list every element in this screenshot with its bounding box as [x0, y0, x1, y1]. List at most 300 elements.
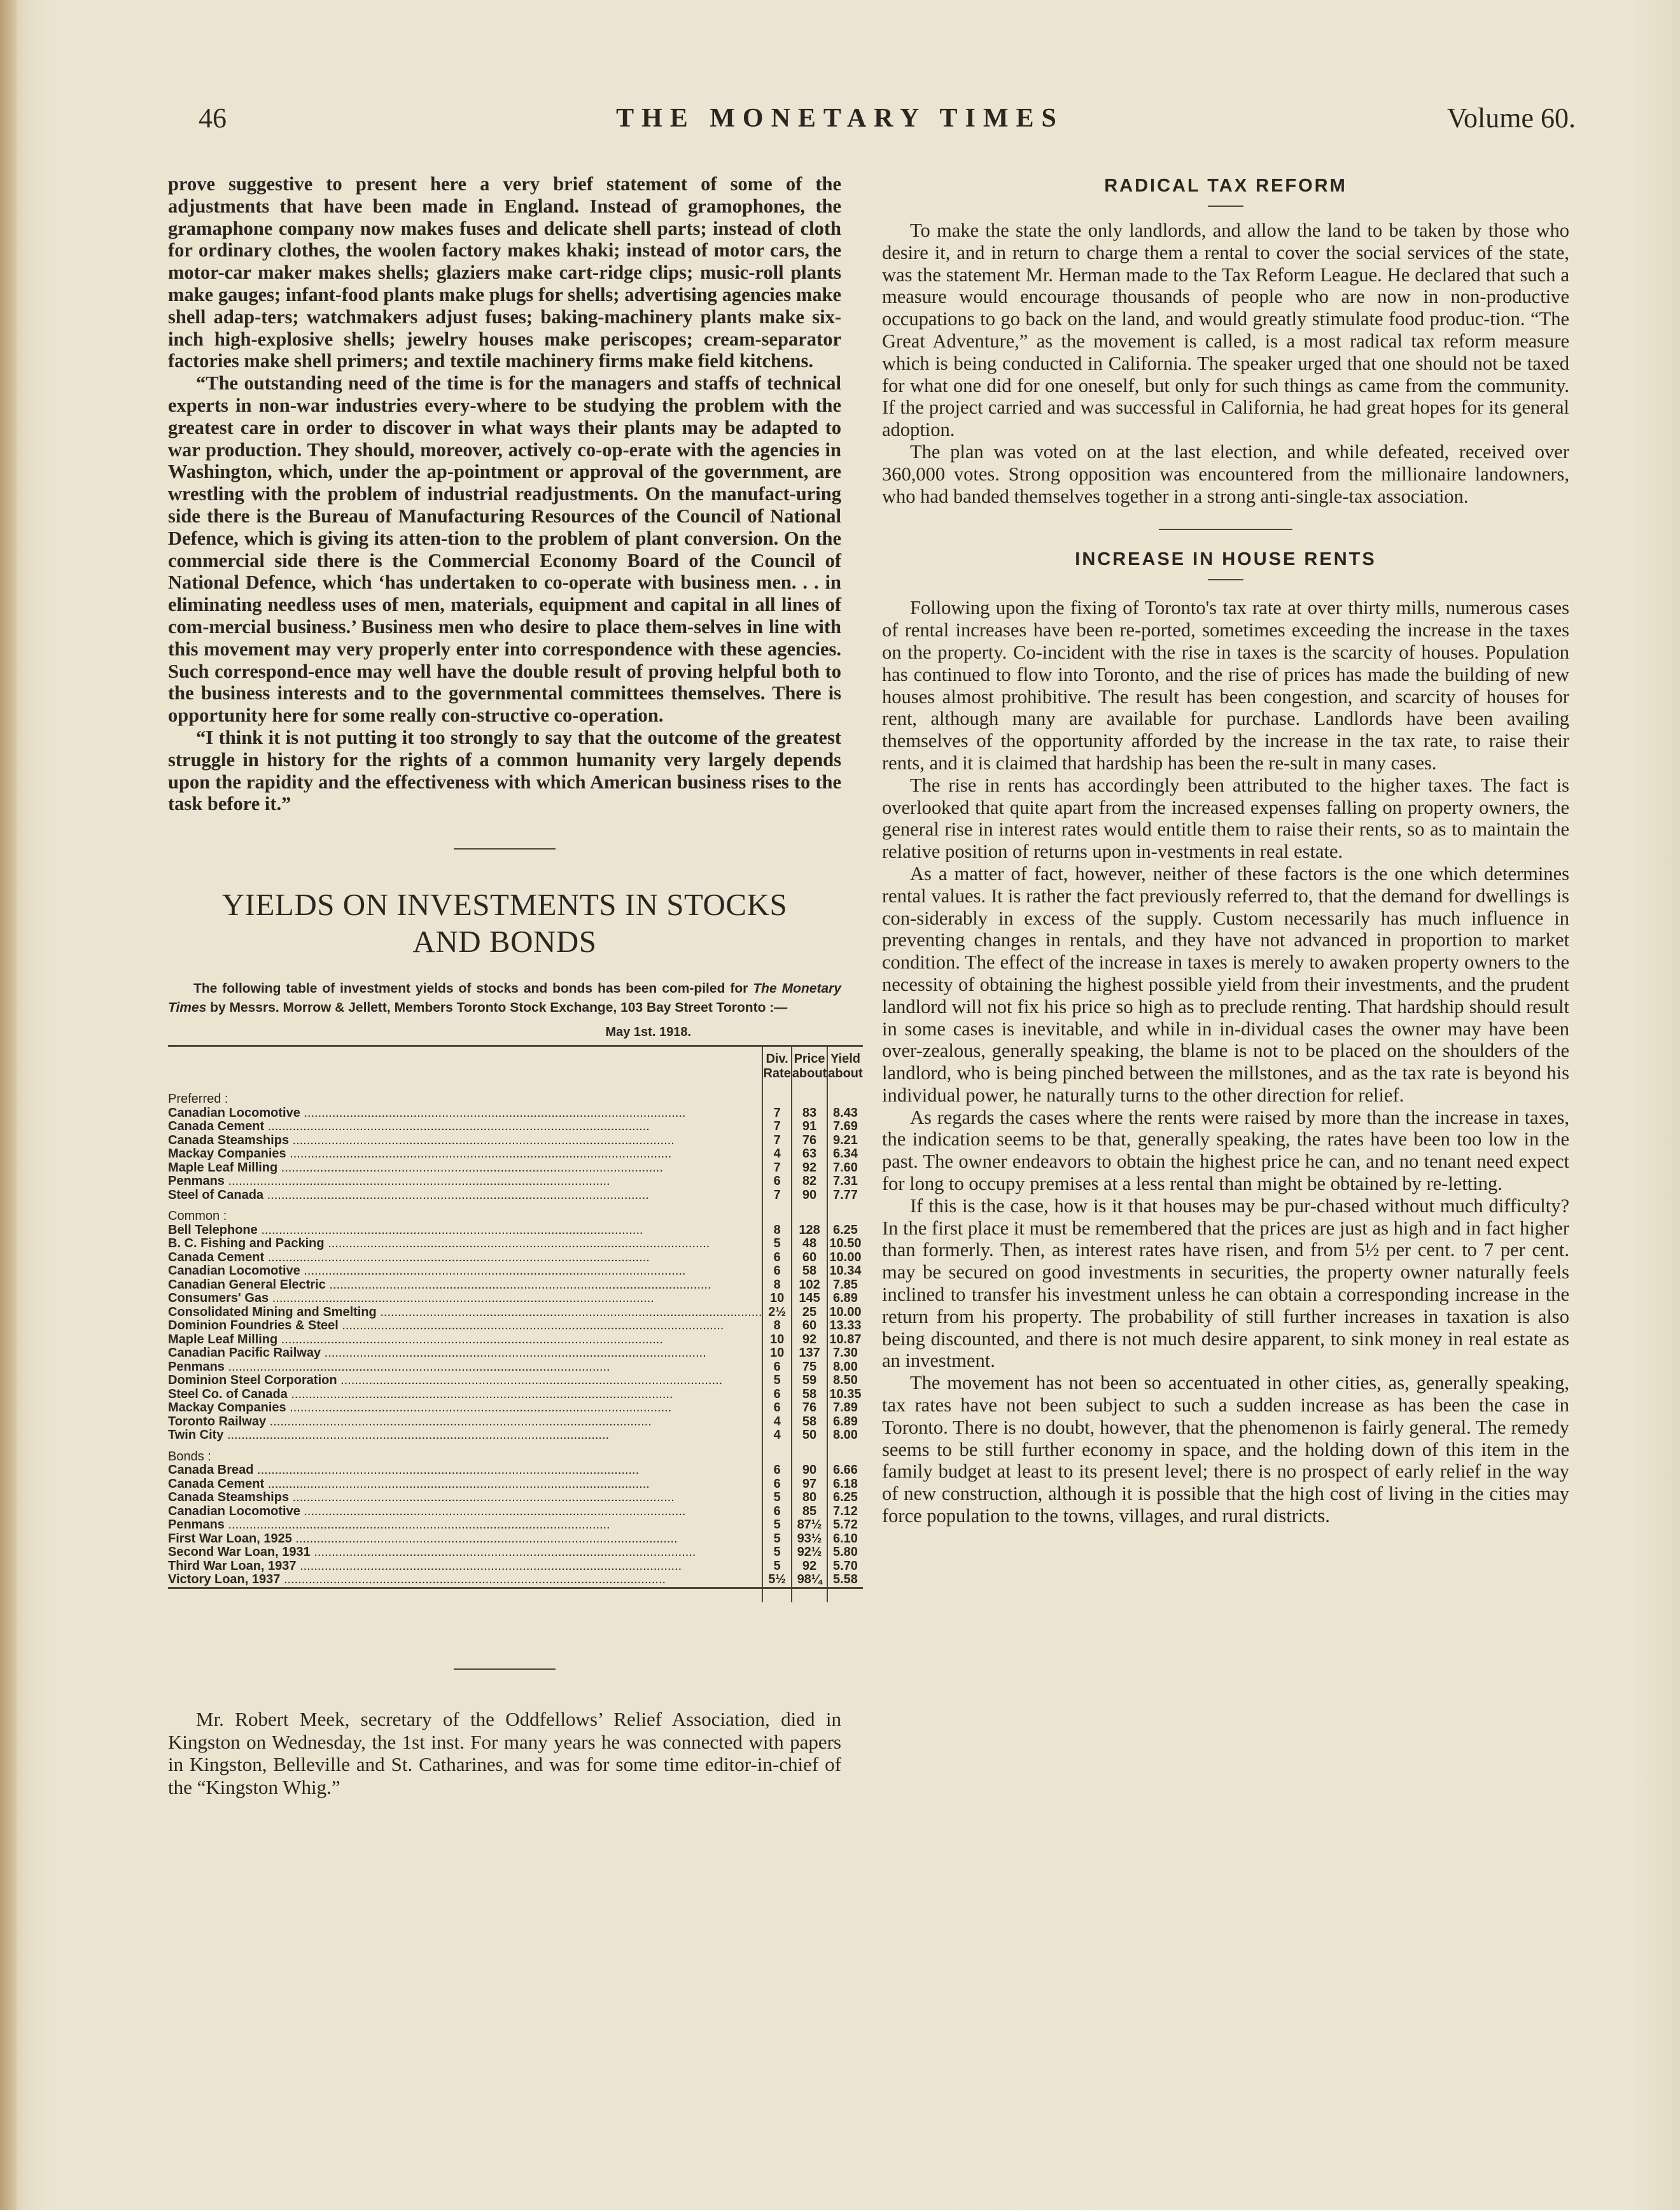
div-rate-cell-text: 7 [773, 1160, 781, 1175]
volume-label: Volume 60. [1446, 102, 1576, 134]
price-cell-text: 85 [802, 1504, 817, 1518]
table-row [168, 1505, 863, 1519]
tax-reform-paragraph: The plan was voted on at the last election, and while defeated, received over 360,000 votes. Strong opposition was encountered from the millionaire landowners, who had banded themselves together in a strong anti-single-tax association. [882, 440, 1569, 507]
yield-cell-text: 6.10 [833, 1531, 858, 1546]
div-rate-cell [762, 1306, 791, 1320]
table-row [168, 1134, 863, 1148]
price-cell-text: 128 [799, 1222, 820, 1237]
yield-cell [827, 1264, 862, 1278]
price-cell-text: 98¼ [797, 1572, 822, 1587]
table-row [168, 1264, 863, 1278]
table-row [168, 1573, 863, 1588]
div-rate-cell [762, 1532, 791, 1546]
table-empty-cell [792, 1085, 827, 1107]
price-cell [792, 1429, 827, 1443]
security-name-text: Canada Steamships ..... [168, 1491, 675, 1504]
div-rate-cell [762, 1147, 791, 1161]
yield-cell-text: 10.34 [829, 1264, 862, 1278]
price-cell [792, 1175, 827, 1189]
table-group-label: Common : [168, 1209, 227, 1224]
price-cell [792, 1546, 827, 1560]
div-rate-cell-text: 5 [773, 1545, 781, 1560]
yield-cell [827, 1237, 862, 1251]
yield-cell [827, 1251, 862, 1265]
div-rate-cell [762, 1360, 791, 1374]
house-rents-paragraph: As regards the cases where the rents were raised by more than the increase in taxes, the indication seems to be that, generally speaking, the rates have been too low in the past. The owner endeavors to obtain the highest price he can, and no tenant need expect for long to occupy premises at a less rental than might be obtained by re-letting. [882, 1106, 1569, 1195]
table-group-label: Preferred : [168, 1092, 228, 1107]
yield-cell-text: 6.89 [833, 1291, 858, 1306]
security-name-text: Consumers' Gas ..... [168, 1292, 654, 1305]
security-name [168, 1120, 762, 1134]
house-rents-heading: INCREASE IN HOUSE RENTS [1075, 549, 1376, 570]
yield-cell [827, 1134, 862, 1148]
yield-cell [827, 1505, 862, 1519]
price-cell [792, 1189, 827, 1203]
yield-cell [827, 1388, 862, 1402]
yield-cell-text: 7.77 [833, 1187, 858, 1202]
security-name [168, 1319, 762, 1333]
price-cell-text: 87½ [797, 1518, 822, 1532]
yield-cell-text: 8.00 [833, 1428, 858, 1443]
price-cell [792, 1224, 827, 1238]
price-cell-text: 58 [802, 1264, 817, 1278]
yield-cell-text: 5.58 [833, 1572, 858, 1587]
table-row [168, 1429, 863, 1443]
price-cell-text: 76 [802, 1401, 817, 1415]
yield-cell [827, 1573, 862, 1588]
security-name-text: Dominion Foundries & Steel ..... [168, 1319, 724, 1332]
yield-cell-text: 6.34 [833, 1147, 858, 1161]
security-name [168, 1429, 762, 1443]
price-cell-text: 50 [802, 1428, 817, 1443]
div-rate-cell-text: 6 [773, 1504, 781, 1518]
security-name-text: Maple Leaf Milling ..... [168, 1161, 663, 1175]
price-cell-text: 83 [802, 1105, 817, 1120]
div-rate-cell-text: 4 [773, 1414, 781, 1429]
yield-cell-text: 8.00 [833, 1359, 858, 1374]
security-name-text: B. C. Fishing and Packing ..... [168, 1237, 710, 1250]
div-rate-cell-text: 8 [773, 1318, 781, 1333]
price-cell [792, 1346, 827, 1360]
security-name [168, 1306, 762, 1320]
house-rents-paragraph: If this is the case, how is it that houses may be pur-chased without much difficulty? In the first place it must be remembered that the prices are just as high and in fact higher than formerly. Then, as interest rates have risen, and from 5½ per cent. to 7 per cent. may be secured on good investments in securities, the property owner naturally feels inclined to transfer his investment unless he can obtain a corresponding increase in the return from his property. The probability of still further increases in taxation is also being discounted, and there is not much desire apparent, to sink money in real estate as an investment. [882, 1194, 1569, 1372]
price-cell-text: 76 [802, 1133, 817, 1147]
security-name-text: Second War Loan, 1931 ..... [168, 1546, 696, 1559]
security-name [168, 1401, 762, 1415]
table-row [168, 1161, 863, 1175]
table-empty-cell [762, 1202, 791, 1224]
yield-cell [827, 1346, 862, 1360]
price-cell [792, 1251, 827, 1265]
yields-intro [168, 979, 841, 1018]
security-name [168, 1346, 762, 1360]
yield-cell [827, 1175, 862, 1189]
security-name [168, 1505, 762, 1519]
security-name-text: Twin City ..... [168, 1429, 609, 1442]
table-row [168, 1560, 863, 1574]
security-name-text: Bell Telephone ..... [168, 1224, 643, 1237]
table-blank-cell [762, 1588, 791, 1602]
yield-cell [827, 1532, 862, 1546]
house-rents-paragraph: The rise in rents has accordingly been attributed to the higher taxes. The fact is overlooked that quite apart from the increased expenses falling on property owners, the general rise in interest rates would entitle them to raise their rents, so as to maintain the relative position of returns upon in-vestments in real estate. [882, 774, 1569, 863]
div-rate-cell [762, 1429, 791, 1443]
yields-title [168, 886, 841, 960]
div-rate-cell-text: 6 [773, 1463, 781, 1478]
yields-title-line2: AND BONDS [412, 924, 597, 960]
yield-cell-text: 10.00 [829, 1250, 862, 1264]
price-cell-text: 60 [802, 1250, 817, 1264]
price-cell [792, 1161, 827, 1175]
yield-cell [827, 1401, 862, 1415]
yields-data-table [168, 1045, 863, 1602]
price-cell [792, 1464, 827, 1478]
price-cell-text: 91 [802, 1119, 817, 1134]
yield-cell [827, 1374, 862, 1388]
div-rate-cell-text: 6 [773, 1359, 781, 1374]
table-group-label: Bonds : [168, 1449, 211, 1464]
div-rate-cell [762, 1264, 791, 1278]
div-rate-cell-text: 10 [770, 1346, 785, 1360]
div-rate-cell-text: 7 [773, 1119, 781, 1134]
div-rate-cell [762, 1175, 791, 1189]
div-rate-cell-text: 5 [773, 1236, 781, 1251]
security-name-text: Canada Steamships ..... [168, 1134, 675, 1147]
div-rate-cell-text: 5½ [768, 1572, 787, 1587]
yield-cell [827, 1107, 862, 1121]
security-name [168, 1360, 762, 1374]
table-row [168, 1278, 863, 1292]
price-cell [792, 1505, 827, 1519]
price-cell-text: 102 [799, 1277, 820, 1292]
price-cell [792, 1306, 827, 1320]
security-name [168, 1292, 762, 1306]
yield-cell [827, 1478, 862, 1492]
div-rate-cell [762, 1224, 791, 1238]
price-cell-text: 60 [802, 1318, 817, 1333]
security-name-text: Dominion Steel Corporation ..... [168, 1374, 722, 1387]
div-rate-cell [762, 1346, 791, 1360]
yield-cell-text: 10.00 [829, 1304, 862, 1319]
security-name [168, 1134, 762, 1148]
running-title: THE MONETARY TIMES [616, 104, 1064, 133]
price-cell-text: 58 [802, 1387, 817, 1401]
header-price: Price about [792, 1046, 827, 1086]
section-divider [454, 848, 556, 850]
security-name [168, 1546, 762, 1560]
yield-cell [827, 1333, 862, 1347]
page-number: 46 [199, 102, 227, 134]
security-name-text: First War Loan, 1925 ..... [168, 1532, 678, 1546]
yield-cell-text: 6.25 [833, 1490, 858, 1505]
div-rate-cell-text: 8 [773, 1277, 781, 1292]
yield-cell [827, 1147, 862, 1161]
price-cell [792, 1319, 827, 1333]
right-column [882, 173, 1569, 1527]
table-empty-cell [792, 1443, 827, 1464]
div-rate-cell [762, 1237, 791, 1251]
price-cell-text: 92 [802, 1332, 817, 1346]
price-cell-text: 58 [802, 1414, 817, 1429]
price-cell [792, 1573, 827, 1588]
yield-cell-text: 7.69 [833, 1119, 858, 1134]
security-name [168, 1532, 762, 1546]
div-rate-cell-text: 5 [773, 1373, 781, 1388]
security-name-text: Victory Loan, 1937 ..... [168, 1573, 666, 1586]
house-rents-paragraph: Following upon the fixing of Toronto's tax rate at over thirty mills, numerous cases of rental increases have been re-ported, sometimes exceeding the increase in the taxes on the property. Co-incident with the rise in taxes is the scarcity of houses. Population has continued to flow into Toronto, and the rise of prices has made the building of new houses almost prohibitive. The result has been congestion, and scarcity of houses for rent, although many are available for purchase. Landlords have been availing themselves of the opportunity afforded by the increase in the tax rate, to raise their rents, and it is claimed that hardship has been the re-sult in many cases. [882, 597, 1569, 774]
security-name-text: Canadian Locomotive ..... [168, 1107, 686, 1120]
security-name [168, 1415, 762, 1429]
price-cell-text: 48 [802, 1236, 817, 1251]
security-name [168, 1333, 762, 1347]
yields-title-line1: YIELDS ON INVESTMENTS IN STOCKS [221, 887, 788, 923]
house-rents-paragraph: As a matter of fact, however, neither of these factors is the one which determines rental values. It is rather the fact previously referred to, that the demand for dwellings is con-siderably in excess of the supply. Custom necessarily has much influence in preventing changes in rentals, and they have not advanced in proportion to market condition. The effect of the increase in taxes is merely to awaken property owners to the necessity of obtaining the highest possible yield from their investments, and the prudent landlord will not fix his price so high as to preclude renting. That hardship should result in some cases is inevitable, and while in in-dividual cases the owner may have been over-zealous, generally speaking, the blame is not to be placed on the shoulders of the landlord, who is being pinched between the millstones, and as the tax rate is beyond his individual power, he naturally turns to the other direction for relief. [882, 862, 1569, 1106]
yield-cell-text: 6.66 [833, 1463, 858, 1478]
security-name-text: Canadian Locomotive ..... [168, 1264, 686, 1278]
yield-cell-text: 5.70 [833, 1558, 858, 1573]
yield-cell-text: 10.50 [829, 1236, 862, 1251]
price-cell-text: 92 [802, 1160, 817, 1175]
radical-tax-reform-heading: RADICAL TAX REFORM [1104, 176, 1347, 196]
yield-cell-text: 8.43 [833, 1105, 858, 1120]
table-row [168, 1415, 863, 1429]
div-rate-cell [762, 1573, 791, 1588]
table-row [168, 1478, 863, 1492]
table-row [168, 1491, 863, 1505]
security-name [168, 1264, 762, 1278]
div-rate-cell [762, 1518, 791, 1532]
security-name-text: Consolidated Mining and Smelting ..... [168, 1306, 762, 1319]
table-row [168, 1464, 863, 1478]
yield-cell-text: 6.89 [833, 1414, 858, 1429]
div-rate-cell-text: 10 [770, 1291, 785, 1306]
table-date: May 1st. 1918. [605, 1025, 691, 1040]
yield-cell-text: 6.25 [833, 1222, 858, 1237]
div-rate-cell [762, 1401, 791, 1415]
yield-cell [827, 1120, 862, 1134]
left-column [168, 173, 863, 1798]
tax-reform-paragraph: To make the state the only landlords, and allow the land to be taken by those who desire it, and in return to charge them a rental to cover the social services of the state, was the statement Mr. Herman made to the Tax Reform League. He declared that such a measure would encourage thousands of people who are now in non-productive occupations to go back on the land, and would greatly stimulate food produc-tion. “The Great Adventure,” as the movement is called, is a most radical tax reform measure which is being conducted in California. The speaker urged that one should not be taxed for what one did for one oneself, but only for such things as came from the community. If the project carried and was successful in California, he had great hopes for its general adoption. [882, 220, 1569, 441]
div-rate-cell [762, 1107, 791, 1121]
yield-cell-text: 7.31 [833, 1174, 858, 1189]
div-rate-cell [762, 1319, 791, 1333]
table-row [168, 1237, 863, 1251]
div-rate-cell [762, 1478, 791, 1492]
table-row [168, 1546, 863, 1560]
yield-cell [827, 1415, 862, 1429]
price-cell [792, 1560, 827, 1574]
yield-cell-text: 13.33 [829, 1318, 862, 1333]
header-div-rate: Div. Rate [762, 1046, 791, 1086]
div-rate-cell [762, 1278, 791, 1292]
div-rate-cell [762, 1374, 791, 1388]
div-rate-cell [762, 1134, 791, 1148]
table-row [168, 1532, 863, 1546]
div-rate-cell-text: 7 [773, 1133, 781, 1147]
price-cell [792, 1415, 827, 1429]
yield-cell [827, 1224, 862, 1238]
price-cell-text: 90 [802, 1187, 817, 1202]
security-name [168, 1224, 762, 1238]
price-cell-text: 75 [802, 1359, 817, 1374]
security-name [168, 1251, 762, 1265]
div-rate-cell [762, 1333, 791, 1347]
table-empty-cell [827, 1202, 862, 1224]
security-name-text: Steel of Canada ..... [168, 1189, 649, 1202]
price-cell-text: 145 [799, 1291, 820, 1306]
security-name-text: Canada Cement ..... [168, 1251, 650, 1264]
yield-cell [827, 1518, 862, 1532]
price-cell [792, 1401, 827, 1415]
yield-cell-text: 10.35 [829, 1387, 862, 1401]
price-cell [792, 1518, 827, 1532]
security-name-text: Canada Cement ..... [168, 1120, 650, 1133]
yield-cell [827, 1278, 862, 1292]
div-rate-cell-text: 8 [773, 1222, 781, 1237]
price-cell [792, 1333, 827, 1347]
yield-cell-text: 10.87 [829, 1332, 862, 1346]
yield-cell-text: 5.72 [833, 1518, 858, 1532]
price-cell [792, 1107, 827, 1121]
div-rate-cell [762, 1161, 791, 1175]
price-cell-text: 97 [802, 1476, 817, 1491]
table-row [168, 1175, 863, 1189]
yield-cell [827, 1161, 862, 1175]
yield-cell [827, 1546, 862, 1560]
price-cell [792, 1491, 827, 1505]
article-continuation-paragraph: prove suggestive to present here a very brief statement of some of the adjustments that have been made in England. Instead of gramophones, the gramaphone company now makes fuses and delicate shell parts; instead of cloth for ordinary clothes, the woolen factory makes khaki; instead of motor cars, the motor-car maker makes shells; glaziers make cart-ridge clips; music-roll plants make gauges; infant-food plants make plugs for shells; advertising agencies make shell adap-ters; watchmakers adjust fuses; baking-machinery plants make six-inch high-explosive shells; jewelry houses make periscopes; cream-separator factories make shell primers; and textile machinery firms make field kitchens. [168, 173, 841, 372]
yield-cell-text: 8.50 [833, 1373, 858, 1388]
div-rate-cell-text: 6 [773, 1387, 781, 1401]
table-empty-cell [827, 1085, 862, 1107]
yield-cell-text: 7.60 [833, 1160, 858, 1175]
price-cell [792, 1532, 827, 1546]
price-cell [792, 1388, 827, 1402]
table-group-row [168, 1443, 863, 1464]
price-cell [792, 1134, 827, 1148]
div-rate-cell-text: 5 [773, 1518, 781, 1532]
div-rate-cell-text: 2½ [768, 1304, 787, 1319]
div-rate-cell [762, 1189, 791, 1203]
security-name-text: Maple Leaf Milling ..... [168, 1333, 663, 1346]
div-rate-cell-text: 6 [773, 1476, 781, 1491]
table-empty-cell [827, 1443, 862, 1464]
div-rate-cell-text: 6 [773, 1250, 781, 1264]
security-name [168, 1278, 762, 1292]
yield-cell [827, 1464, 862, 1478]
price-cell [792, 1360, 827, 1374]
div-rate-cell [762, 1120, 791, 1134]
section-divider [454, 1668, 556, 1670]
yield-cell-text: 7.12 [833, 1504, 858, 1518]
yield-cell [827, 1292, 862, 1306]
table-row [168, 1224, 863, 1238]
yield-cell [827, 1306, 862, 1320]
security-name [168, 1560, 762, 1574]
price-cell [792, 1147, 827, 1161]
article-closing-quote: “I think it is not putting it too strongly to say that the outcome of the greatest struggle in history for the rights of a common humanity very largely depends upon the rapidity and the effectiveness with which American business rises to the task before it.” [168, 726, 841, 815]
yield-cell-text: 5.80 [833, 1545, 858, 1560]
div-rate-cell [762, 1505, 791, 1519]
security-name [168, 1237, 762, 1251]
header-yield: Yield about [827, 1046, 862, 1086]
table-row [168, 1147, 863, 1161]
div-rate-cell-text: 10 [770, 1332, 785, 1346]
table-row [168, 1374, 863, 1388]
table-row [168, 1360, 863, 1374]
section-divider [1159, 529, 1292, 530]
div-rate-cell [762, 1251, 791, 1265]
table-row [168, 1120, 863, 1134]
security-name-text: Steel Co. of Canada ..... [168, 1388, 673, 1401]
article-paragraph: “The outstanding need of the time is for the managers and staffs of technical experts in non-war industries every-where to be studying the problem with the greatest care in order to discover in what ways their plants may be adapted to war production. They should, moreover, actively co-op-erate with the agencies in Washington, which, under the ap-pointment or approval of the government, are wrestling with the problem of industrial readjustments. On the manufact-uring side there is the Bureau of Manufacturing Resources of the Council of National Defence, which is giving its atten-tion to the problem of plant conversion. On the commercial side there is the Commercial Economy Board of the Council of National Defence, which ‘has undertaken to co-operate with business men. . . in eliminating needless uses of men, materials, equipment and capital in all lines of com-mercial business.’ Business men who desire to place them-selves in line with this movement may very properly enter into correspondence with these agencies. Such correspond-ence may well have the double result of proving helpful both to the business interests and to the governmental committees themselves. There is opportunity here for some really con-structive co-operation. [168, 372, 841, 727]
div-rate-cell [762, 1388, 791, 1402]
div-rate-cell-text: 6 [773, 1174, 781, 1189]
security-name-text: Mackay Companies ..... [168, 1401, 671, 1415]
price-cell-text: 92 [802, 1558, 817, 1573]
table-row [168, 1251, 863, 1265]
yield-cell [827, 1560, 862, 1574]
div-rate-cell-text: 6 [773, 1401, 781, 1415]
house-rents-paragraph: The movement has not been so accentuated in other cities, as, generally speaking, tax rates have not been subject to such a sudden increase as has been the case in Toronto. There is no doubt, however, that the phenomenon is fairly general. The remedy seems to be still further economy in space, and the holding down of this item in the family budget at least to its present level; there is no prospect of early relief in the way of new construction, although it is possible that the high cost of living in the cities may force population to the towns, villages, and rural districts. [882, 1372, 1569, 1527]
div-rate-cell-text: 5 [773, 1531, 781, 1546]
table-empty-cell [762, 1443, 791, 1464]
div-rate-cell [762, 1292, 791, 1306]
price-cell [792, 1278, 827, 1292]
yields-table-body [168, 1085, 863, 1602]
div-rate-cell-text: 5 [773, 1490, 781, 1505]
yield-cell-text: 9.21 [833, 1133, 858, 1147]
yield-cell-text: 7.89 [833, 1401, 858, 1415]
security-name [168, 1147, 762, 1161]
price-cell-text: 25 [802, 1304, 817, 1319]
price-cell-text: 59 [802, 1373, 817, 1388]
heading-underline [1208, 206, 1243, 207]
table-blank-cell [168, 1588, 762, 1602]
table-row [168, 1518, 863, 1532]
table-row [168, 1333, 863, 1347]
security-name-text: Canada Bread ..... [168, 1464, 639, 1477]
price-cell [792, 1374, 827, 1388]
table-row [168, 1401, 863, 1415]
yield-cell-text: 6.18 [833, 1476, 858, 1491]
table-row [168, 1306, 863, 1320]
security-name [168, 1388, 762, 1402]
price-cell-text: 92½ [797, 1545, 822, 1560]
div-rate-cell-text: 7 [773, 1187, 781, 1202]
price-cell [792, 1120, 827, 1134]
div-rate-cell-text: 4 [773, 1147, 781, 1161]
security-name [168, 1464, 762, 1478]
heading-underline [1208, 579, 1243, 580]
security-name-text: Canadian Locomotive ..... [168, 1505, 686, 1518]
yield-cell-text: 7.85 [833, 1277, 858, 1292]
div-rate-cell [762, 1546, 791, 1560]
table-row [168, 1388, 863, 1402]
security-name-text: Canada Cement ..... [168, 1478, 650, 1491]
div-rate-cell [762, 1491, 791, 1505]
price-cell-text: 90 [802, 1463, 817, 1478]
table-blank-row [168, 1588, 863, 1602]
security-name-text: Canadian General Electric ..... [168, 1278, 711, 1292]
price-cell [792, 1237, 827, 1251]
div-rate-cell-text: 5 [773, 1558, 781, 1573]
table-row [168, 1107, 863, 1121]
table-group-row [168, 1085, 863, 1107]
price-cell [792, 1478, 827, 1492]
security-name-text: Canadian Pacific Railway ..... [168, 1346, 706, 1360]
yield-cell [827, 1360, 862, 1374]
price-cell-text: 93½ [797, 1531, 822, 1546]
